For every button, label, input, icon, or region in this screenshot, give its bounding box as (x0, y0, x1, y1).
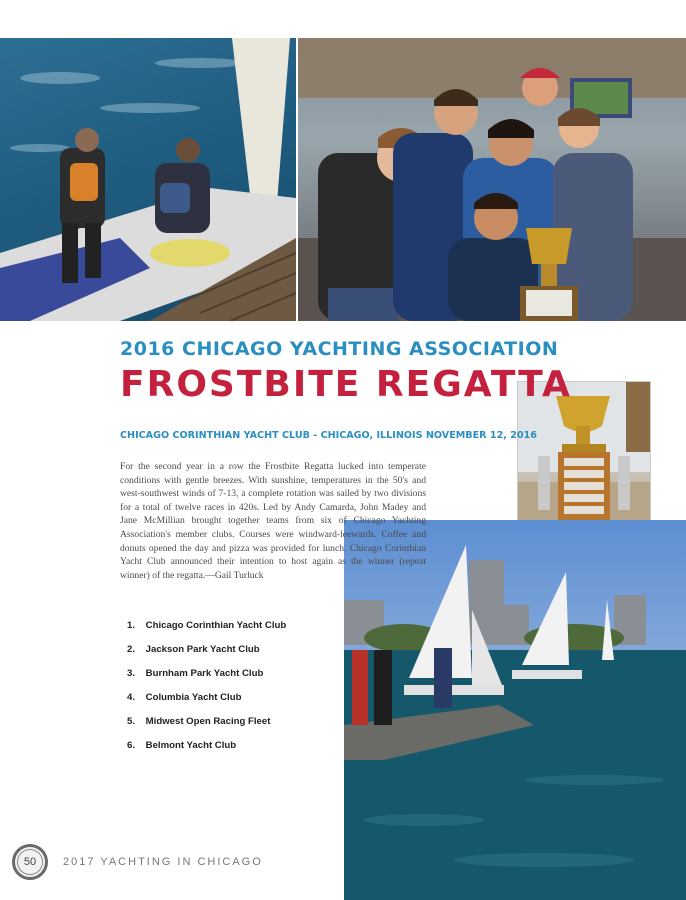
list-item (127, 716, 286, 740)
list-item (127, 692, 286, 716)
result-rank: 1. (127, 620, 136, 631)
list-item (127, 644, 286, 668)
list-item (127, 740, 286, 764)
results-list (127, 620, 286, 764)
result-rank: 4. (127, 692, 136, 703)
page-number-badge (12, 844, 48, 880)
result-rank: 3. (127, 668, 136, 679)
list-item (127, 620, 286, 644)
result-club: Burnham Park Yacht Club (145, 668, 264, 679)
result-club: Columbia Yacht Club (145, 692, 242, 703)
page-number: 50 (23, 856, 37, 868)
result-club: Midwest Open Racing Fleet (145, 716, 271, 727)
photo-winning-team-with-trophy (298, 38, 686, 321)
event-location-date: CHICAGO CORINTHIAN YACHT CLUB - CHICAGO, ILLINOIS NOVEMBER 12, 2016 (120, 430, 537, 441)
event-title: FROSTBITE REGATTA (120, 364, 572, 405)
result-rank: 6. (127, 740, 136, 751)
result-club: Jackson Park Yacht Club (145, 644, 260, 655)
publication-title: 2017 YACHTING IN CHICAGO (63, 856, 263, 868)
result-club: Belmont Yacht Club (145, 740, 237, 751)
result-rank: 5. (127, 716, 136, 727)
article-body: For the second year in a row the Frostbite Regatta lucked into temperate conditions with gentle breezes. With sunshine, temperatures in the 50's and west-southwest winds of 7-13, a complete rotation was sailed by two divisions for a total of twelve races in 420s. Led by Andy Camarda, John Madey and Jane McMillian brought together teams from six of Chicago Yachting Association's member clubs. Courses were windward-leewards. Coffee and donuts opened the day and pizza was provided for lunch. Chicago Corinthian Yacht Club announced their intention to host again as the winner (repeat winner) of the regatta.—Gail Turluck (120, 461, 426, 581)
result-rank: 2. (127, 644, 136, 655)
result-club: Chicago Corinthian Yacht Club (145, 620, 287, 631)
event-association-heading: 2016 CHICAGO YACHTING ASSOCIATION (120, 338, 559, 360)
photo-sailors-on-dock (0, 38, 296, 321)
list-item (127, 668, 286, 692)
